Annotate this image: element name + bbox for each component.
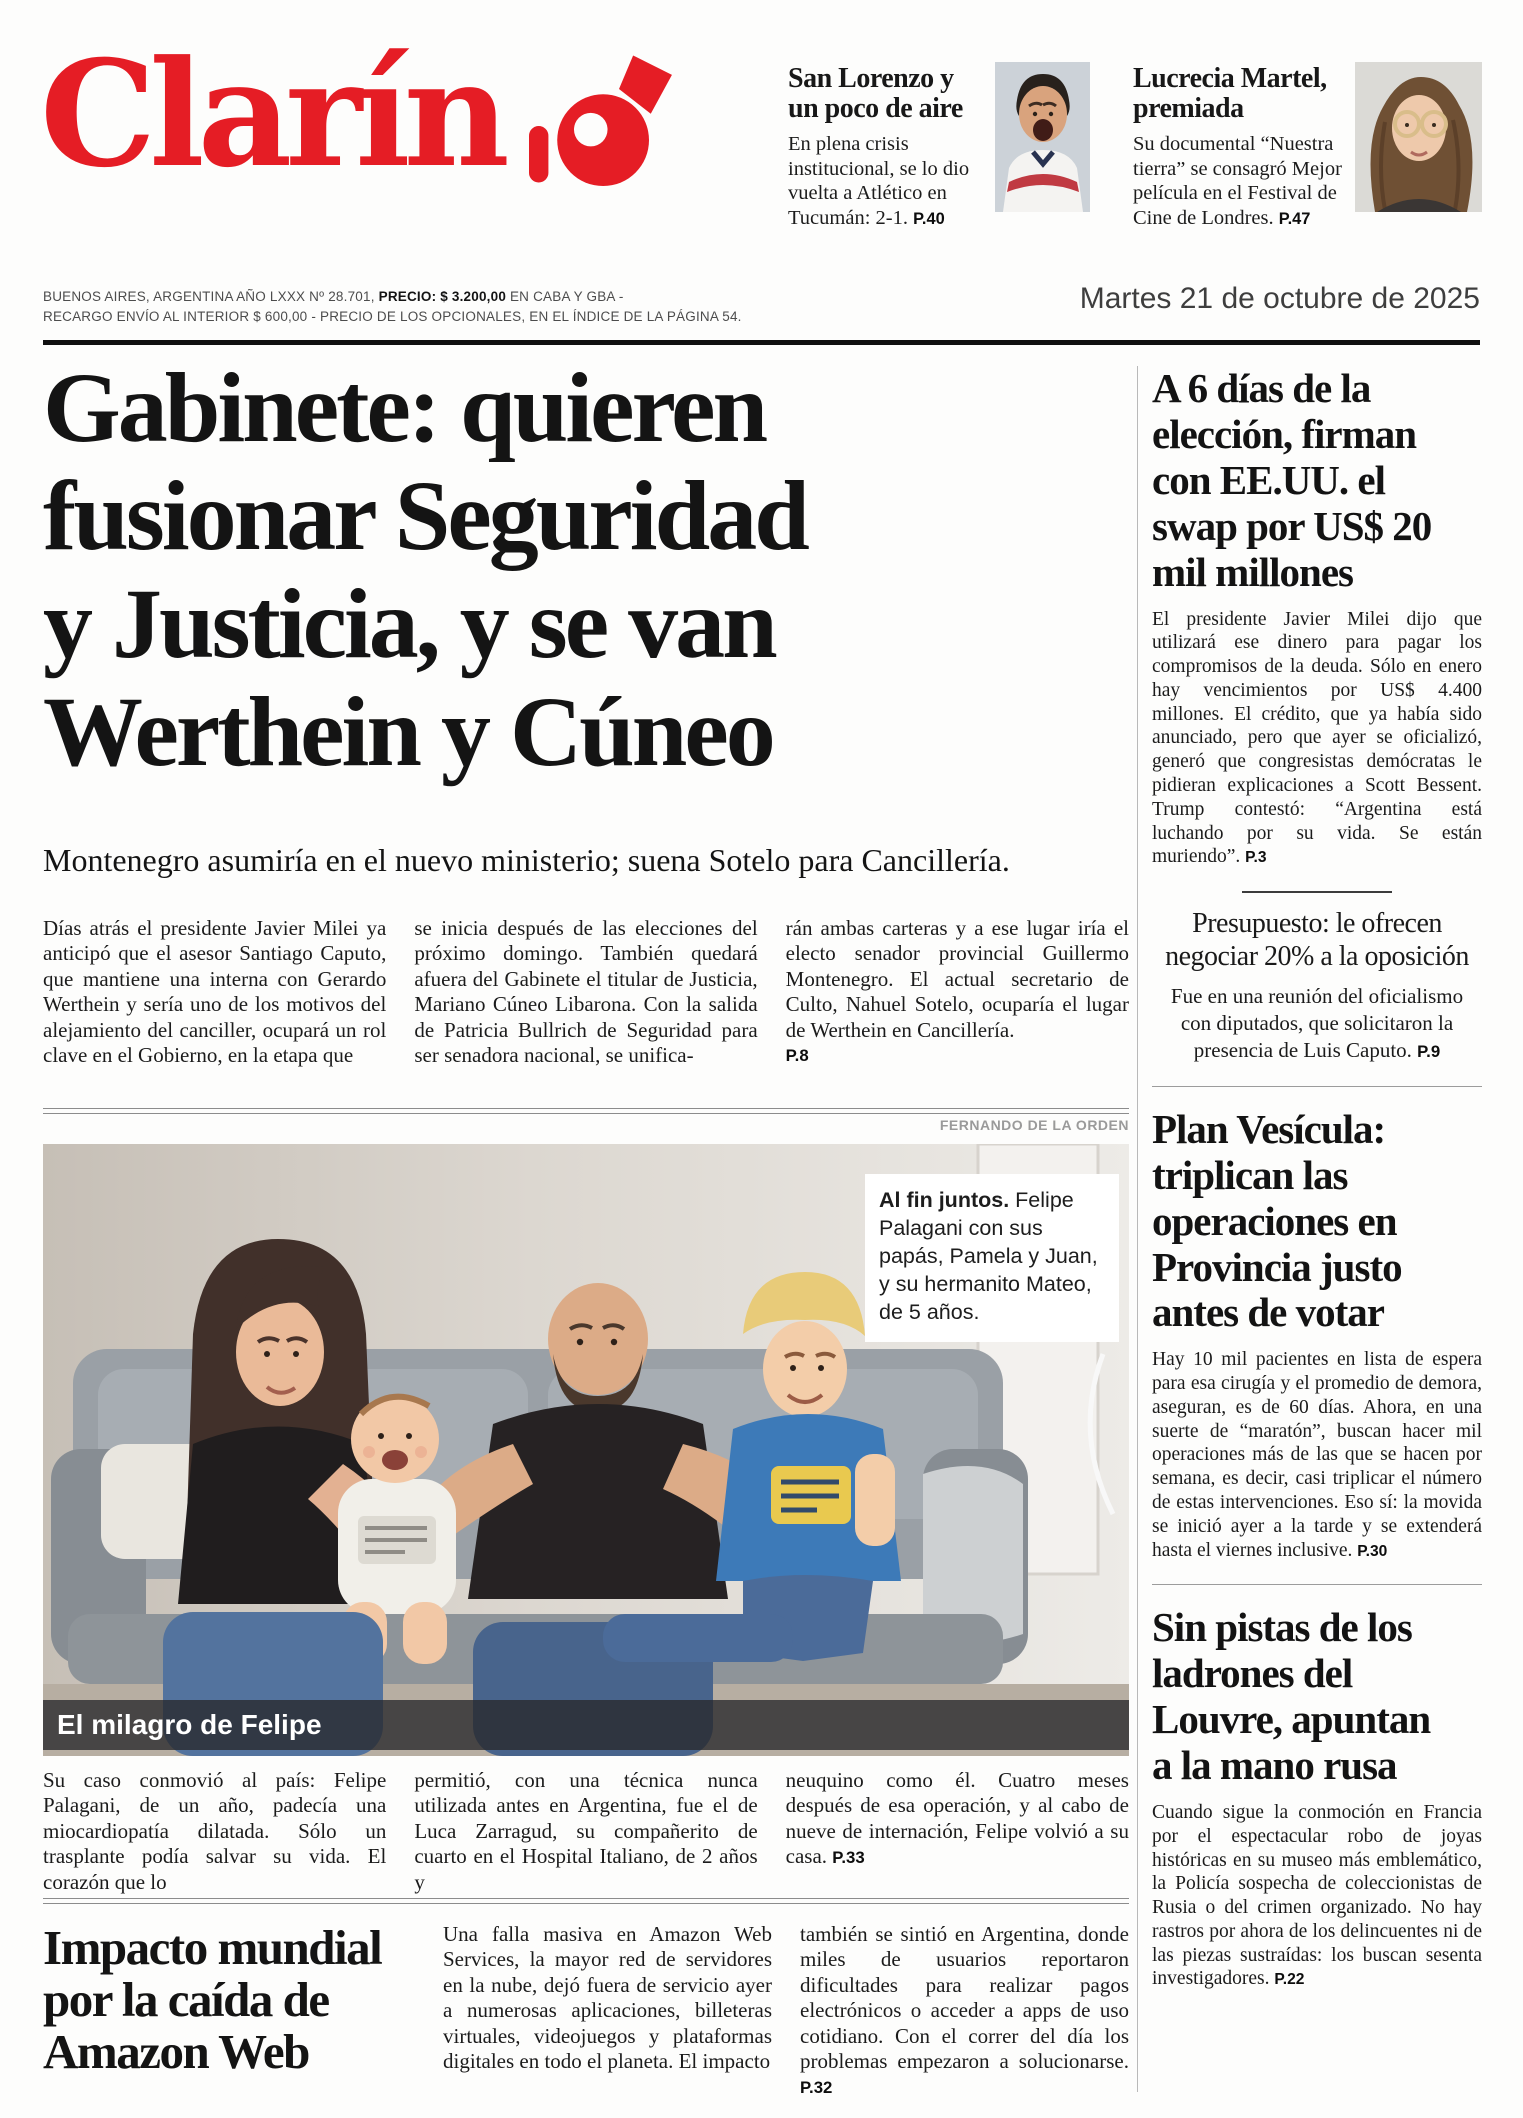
vesicula-headline: Plan Vesícula: triplican las operaciones en Provincia justo antes de votar bbox=[1152, 1105, 1402, 1336]
short-rule bbox=[1242, 891, 1392, 893]
rail-story-presupuesto bbox=[1152, 907, 1482, 1064]
photo-story-col2: permitió, con una técnica nunca utilizada antes en Argentina, fue el de Luca Zarragud, su compañerito de cuarto en el Hospital Italiano, de 2 años y bbox=[414, 1768, 758, 1894]
vesicula-body: Hay 10 mil pacientes en lista de espera para esa cirugía y el promedio de demora, aseguran, es de 60 días. Ahora, en una suerte de “maratón”, buscan hacer mil operaciones más de las que se hacen por semana, es decir, casi triplicar el número de estas intervenciones. Eso sí: la movida se inició ayer a la tarde y se extenderá hasta el viernes inclusive. P.30 bbox=[1152, 1349, 1482, 1561]
teaser-photo-lucrecia-martel bbox=[1355, 62, 1482, 212]
rail-rule bbox=[1152, 1584, 1482, 1585]
swap-body: El presidente Javier Milei dijo que utilizará ese dinero para pagar los compromisos de la deuda. Sólo en enero hay vencimientos por US$ 4.400 millones. El crédito, que ya había sido anunciado, pero que ayer se oficializó, generó que congresistas demócratas le pidieran explicaciones a Scott Bessent. Trump contestó: “Argentina está luchando por su vida. Se están muriendo”. P.3 bbox=[1152, 608, 1482, 868]
clarin-logo-text: Clarín bbox=[40, 29, 503, 200]
amazon-col2: también se sintió en Argentina, donde miles de usuarios reportaron dificultades para realizar pagos electrónicos o acceder a apps de uso cotidiano. Con el correr del día los problemas empezaron a solucionarse. P.32 bbox=[800, 1922, 1129, 2098]
teaser-lucrecia-martel bbox=[1133, 62, 1482, 230]
edition-date: Martes 21 de octubre de 2025 bbox=[1079, 282, 1480, 315]
teaser-title: Lucrecia Martel, premiada bbox=[1133, 63, 1327, 124]
lead-body-col1: Días atrás el presidente Javier Milei ya anticipó que el asesor Santiago Caputo, que mantiene una interna con Gerardo Werthein y sería uno de los motivos del alejamiento del canciller, ocupará un rol clave en el Gobierno, en la etapa que bbox=[43, 916, 387, 1068]
amazon-story bbox=[43, 1922, 1129, 2100]
lead-headline: Gabinete: quieren fusionar Seguridad y Justicia, y se van Werthein y Cúneo bbox=[43, 352, 807, 787]
teaser-title: San Lorenzo y un poco de aire bbox=[788, 63, 963, 124]
photo-band-title: El milagro de Felipe bbox=[43, 1700, 1129, 1750]
photo-caption: Al fin juntos. Felipe Palagani con sus papás, Pamela y Juan, y su hermanito Mateo, de 5 años. bbox=[865, 1174, 1119, 1342]
page-ref: P.3 bbox=[1245, 849, 1267, 867]
right-rail bbox=[1152, 366, 1482, 1991]
photo-story-col1: Su caso conmovió al país: Felipe Palagani, de un año, padecía una miocardiopatía dilatada. Sólo un trasplante podía salvar su vida. El corazón que lo bbox=[43, 1768, 387, 1894]
section-rule bbox=[43, 1108, 1129, 1114]
main-column bbox=[43, 0, 1129, 2118]
price-label: PRECIO: $ 3.200,00 bbox=[378, 289, 507, 304]
page-ref: P.9 bbox=[1417, 1041, 1441, 1061]
lead-photo bbox=[43, 1144, 1129, 1756]
teaser-body: Su documental “Nuestra tierra” se consagró Mejor película en el Festival de Cine de Londres. P.47 bbox=[1133, 132, 1342, 229]
photo-credit: FERNANDO DE LA ORDEN bbox=[939, 1117, 1129, 1133]
page-ref: P.22 bbox=[1274, 1971, 1305, 1989]
page-ref: P.32 bbox=[800, 2078, 833, 2098]
lead-body bbox=[43, 916, 1129, 1068]
photo-story-col3: neuquino como él. Cuatro meses después de esa operación, y al cabo de nueve de internación, Felipe volvió a su casa. P.33 bbox=[785, 1768, 1129, 1869]
rail-story-vesicula bbox=[1152, 1107, 1482, 1563]
lead-body-col2: se inicia después de las elecciones del próximo domingo. También quedará afuera del Gabinete el titular de Justicia, Mariano Cúneo Libarona. Con la salida de Patricia Bullrich de Seguridad para ser senadora nacional, se unifica- bbox=[414, 916, 758, 1068]
lead-body-col3: rán ambas carteras y a ese lugar iría el electo senador provincial Guillermo Montenegro. El actual secretario de Culto, Nahuel Sotelo, ocuparía el lugar de Werthein en Cancillería. P.8 bbox=[785, 916, 1129, 1066]
amazon-headline: Impacto mundial por la caída de Amazon Web bbox=[43, 1920, 382, 2079]
swap-headline: A 6 días de la elección, firman con EE.UU. el swap por US$ 20 mil millones bbox=[1152, 365, 1432, 595]
rail-story-louvre bbox=[1152, 1605, 1482, 1991]
page-ref: P.30 bbox=[1357, 1542, 1388, 1560]
presupuesto-body: Fue en una reunión del oficialismo con diputados, que solicitaron la presencia de Luis Caputo. P.9 bbox=[1170, 984, 1464, 1062]
page-ref: P.33 bbox=[832, 1848, 865, 1868]
teaser-body: En plena crisis institucional, se lo dio vuelta a Atlético en Tucumán: 2-1. P.40 bbox=[788, 132, 970, 229]
photo-story-body bbox=[43, 1768, 1129, 1895]
lead-subhead: Montenegro asumiría en el nuevo ministerio; suena Sotelo para Cancillería. bbox=[43, 842, 1010, 878]
edition-info-line2: RECARGO ENVÍO AL INTERIOR $ 600,00 - PRECIO DE LOS OPCIONALES, EN EL ÍNDICE DE LA PÁGINA 54. bbox=[43, 309, 742, 325]
page-ref: P.40 bbox=[913, 209, 945, 228]
presupuesto-headline: Presupuesto: le ofrecen negociar 20% a la oposición bbox=[1165, 908, 1469, 973]
rail-story-swap bbox=[1152, 366, 1482, 869]
page-ref: P.47 bbox=[1278, 209, 1311, 228]
amazon-col1: Una falla masiva en Amazon Web Services, la mayor red de servidores en la nube, dejó fuera de servicio ayer a numerosas aplicaciones, billeteras virtuales, videojuegos y plataformas digitales en todo el planeta. El impacto bbox=[443, 1922, 772, 2074]
louvre-body: Cuando sigue la conmoción en Francia por el espectacular robo de joyas históricas en su museo más emblemático, la Policía sospecha de coleccionistas de Rusia o del crimen organizado. No hay rastros por ahora de los delincuentes ni de las piezas sustraídas: los buscan sesenta investigadores. P.22 bbox=[1152, 1802, 1482, 1990]
column-divider bbox=[1137, 366, 1138, 2092]
edition-info-line1: BUENOS AIRES, ARGENTINA AÑO LXXX Nº 28.701, PRECIO: $ 3.200,00 EN CABA Y GBA - bbox=[43, 289, 624, 304]
page-ref: P.8 bbox=[785, 1046, 809, 1066]
photo-caption-kicker: Al fin juntos. bbox=[879, 1188, 1010, 1212]
louvre-headline: Sin pistas de los ladrones del Louvre, apuntan a la mano rusa bbox=[1152, 1604, 1431, 1789]
section-rule bbox=[43, 1898, 1129, 1904]
rail-rule bbox=[1152, 1086, 1482, 1087]
